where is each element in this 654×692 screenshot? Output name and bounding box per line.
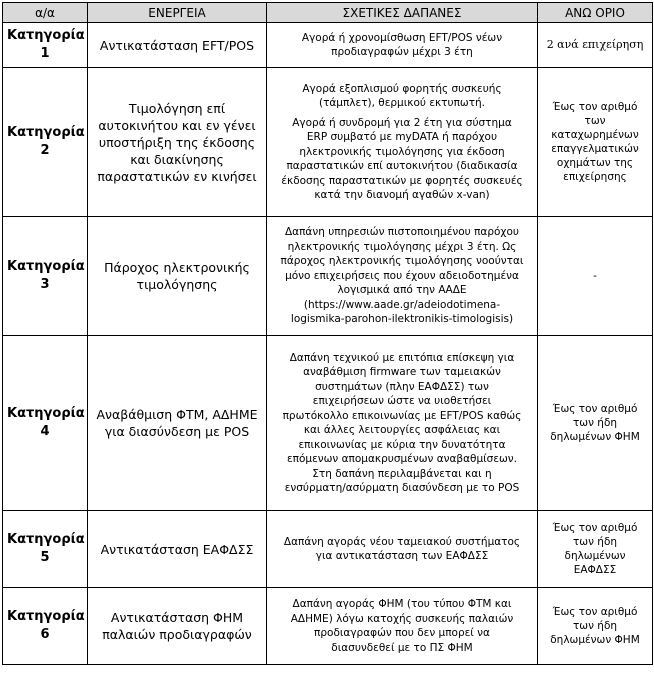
expense-line: Δαπάνη υπηρεσιών πιστοποιημένου παρόχου [285,226,519,239]
expense-paragraph [272,597,532,655]
action-line: Αντικατάσταση EFT/POS [99,37,255,53]
action-line: υποστήριξη της έκδοσης [98,134,256,150]
limit-cell [538,336,653,511]
header-limit: ΑΝΩ ΟΡΙΟ [538,3,653,23]
expenses-cell [267,336,538,511]
limit-line: 2 ανά επιχείρηση [546,38,644,51]
expense-line: Δαπάνη αγοράς νέου ταμειακού συστήματος [283,535,521,548]
expense-line: ηλεκτρονικής τιμολόγησης για έκδοση [299,145,505,158]
expense-paragraph [272,535,532,564]
expense-line: Αγορά εξοπλισμού φορητής συσκευής [302,82,502,95]
limit-line: ΕΑΦΔΣΣ [573,564,617,576]
limit-cell [538,68,653,217]
expenses-cell [267,217,538,336]
category-label: Κατηγορία [7,532,85,547]
action-line: παραστατικών εν κινήσει [97,168,257,184]
limit-line: των [584,115,606,127]
action-cell [88,68,267,217]
limit-line: καταχωρημένων [551,129,639,141]
limit-line: επιχείρησης [563,171,627,183]
limit-cell [538,588,653,665]
expense-line: Δαπάνη τεχνικού με επιτόπια επίσκεψη για [289,351,515,364]
expense-line: ηλεκτρονικής τιμολόγησης μέχρι 3 έτη. Ως [287,240,517,253]
measures-table [2,2,653,665]
category-cell [3,68,88,217]
header-row [3,3,653,23]
category-number: 5 [40,550,50,565]
table-row [3,23,653,68]
expense-line: έκδοσης παραστατικών με φορητές συσκευές [281,174,523,187]
expenses-cell [267,511,538,588]
expense-paragraph [272,31,532,60]
action-cell [88,336,267,511]
limit-line: Έως τον αριθμό [552,606,638,618]
expense-line: επόμενων απομακρυσμένων αναβαθμίσεων. [286,453,518,465]
action-line: Τιμολόγηση επί [128,100,226,116]
expense-line: ΑΔΗΜΕ) λόγω κατοχής συσκευής παλαιών [290,612,514,625]
expense-line: διασυνδεθεί με το ΠΣ ΦΗΜ [331,641,473,654]
action-cell [88,511,267,588]
expenses-cell [267,588,538,665]
category-cell [3,588,88,665]
limit-line: Έως τον αριθμό [552,403,638,415]
category-cell [3,217,88,336]
category-label: Κατηγορία [7,406,85,421]
header-action: ΕΝΕΡΓΕΙΑ [88,3,267,23]
expense-line: για αντικατάσταση των ΕΑΦΔΣΣ [315,550,489,562]
expense-line: ενσύρματη/ασύρματη διασύνδεση με το POS [284,482,520,494]
action-line: παλαιών προδιαγραφών [102,627,252,642]
limit-line: - [593,270,597,282]
expense-line: Δαπάνη αγοράς ΦΗΜ (του τύπου ΦΤΜ και [292,598,512,610]
expense-paragraph [272,351,532,496]
header-expenses: ΣΧΕΤΙΚΕΣ ΔΑΠΑΝΕΣ [267,3,538,23]
action-line: αυτοκινήτου και εν γένει [98,117,256,133]
limit-line: οχημάτων της [556,157,634,169]
action-line: Πάροχος ηλεκτρονικής [104,260,250,275]
expense-line: προδιαγραφών που δεν μπορεί να [314,627,490,639]
limit-line: δηλωμένων ΦΗΜ [550,634,640,646]
expense-line: επικοινωνίας με κύρια την δυνατότητα [298,438,506,451]
action-cell [88,23,267,68]
limit-line: δηλωμένων [564,550,626,562]
expense-line: παραστατικών επί αυτοκινήτου (διαδικασία [286,160,518,172]
category-number: 2 [40,143,50,158]
expense-line: λογισμικά από την ΑΑΔΕ [337,284,467,297]
expense-line: (τάμπλετ), θερμικού εκτυπωτή. [318,97,486,109]
category-cell [3,23,88,68]
aade-link-line: (https://www.aade.gr/adeiodotimena- [303,298,501,311]
expense-line: επιχειρήσεων ώστε να υιοθετήσει [312,395,492,407]
limit-cell [538,23,653,68]
category-label: Κατηγορία [7,259,85,274]
expense-line: πρωτόκολλο επικοινωνίας με EFT/POS καθώς [282,409,522,422]
expense-line: Αγορά ή χρονομίσθωση EFT/POS νέων [301,31,503,44]
table-row [3,511,653,588]
category-number: 3 [40,277,50,292]
category-label: Κατηγορία [7,28,85,43]
expense-line: κατά την διανομή αγαθών x-van) [314,189,490,201]
action-cell [88,588,267,665]
limit-line: των ήδη [572,417,618,429]
expense-paragraph [272,82,532,111]
category-cell [3,511,88,588]
action-line: Αντικατάσταση ΦΗΜ [110,610,244,625]
limit-line: Έως τον αριθμό [552,101,638,113]
expenses-cell [267,68,538,217]
action-line: και διακίνησης [130,151,224,167]
expenses-cell [267,23,538,68]
category-label: Κατηγορία [7,609,85,624]
limit-cell [538,511,653,588]
expense-line: αναβάθμιση firmware των ταμειακών [303,366,501,378]
category-number: 6 [40,627,50,642]
limit-line: Έως τον αριθμό [552,522,638,534]
category-number: 1 [40,46,50,61]
limit-line: των ήδη [572,536,618,548]
action-line: τιμολόγησης [136,277,218,292]
expense-line: Στη δαπάνη περιλαμβάνεται και η [312,467,492,480]
table-row [3,588,653,665]
limit-line: επαγγελματικών [551,143,639,155]
expense-line: πάροχος ηλεκτρονικής τιμολόγησης νοούνται [280,255,524,268]
expense-line: συστημάτων (πλην ΕΑΦΔΣΣ) των [315,380,489,393]
table-row [3,217,653,336]
category-cell [3,336,88,511]
expense-paragraph [272,116,532,203]
category-label: Κατηγορία [7,125,85,140]
table-row [3,68,653,217]
limit-line: των ήδη [572,620,618,632]
expense-paragraph [272,225,532,327]
action-line: Αντικατάσταση ΕΑΦΔΣΣ [100,541,254,557]
limit-cell [538,217,653,336]
action-line: Αναβάθμιση ΦΤΜ, ΑΔΗΜΕ [96,407,258,422]
header-aa: α/α [3,3,88,23]
expense-line: προδιαγραφών μέχρι 3 έτη [331,46,473,58]
action-cell [88,217,267,336]
action-line: για διασύνδεση με POS [104,424,250,439]
table-row [3,336,653,511]
expense-line: ERP συμβατό με myDATA ή παρόχου [306,131,498,143]
expense-line: μόνο επιχειρήσεις που έχουν αδειοδοτημένα [285,269,519,282]
aade-link-line: logismika-parohon-ilektronikis-timologisis) [290,313,514,326]
category-number: 4 [40,424,50,439]
expense-line: και άλλες λειτουργίες ασφάλειας και [303,424,501,436]
limit-line: δηλωμένων ΦΗΜ [550,431,640,443]
expense-line: Αγορά ή συνδρομή για 2 έτη για σύστημα [292,116,512,129]
